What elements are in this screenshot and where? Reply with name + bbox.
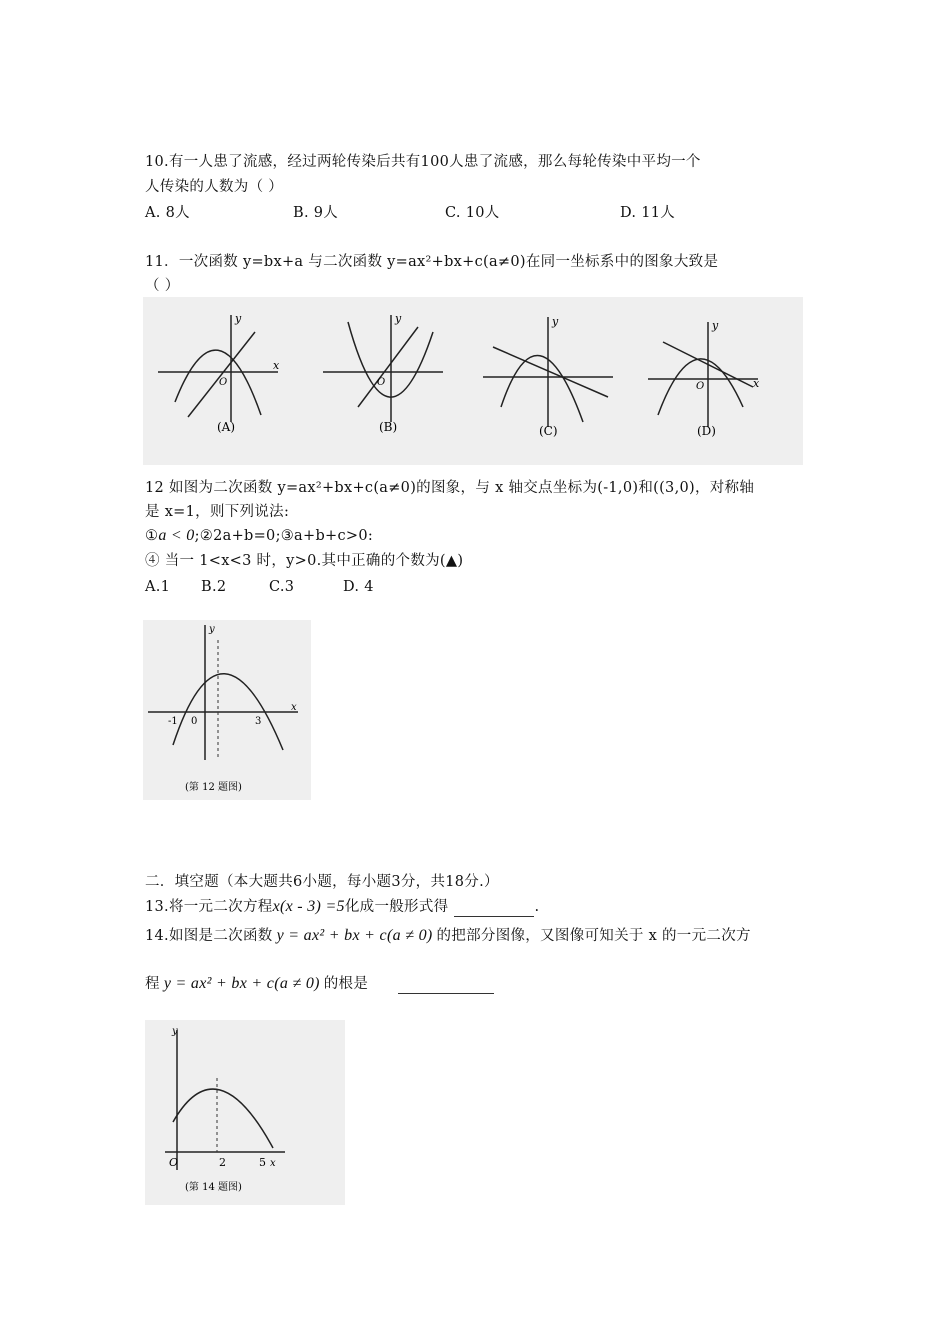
graph-b	[323, 315, 443, 422]
q12-option-a: A.1	[145, 579, 171, 595]
q12-item1-marker: ①	[145, 528, 159, 544]
graph-b-label: (B)	[379, 420, 398, 434]
q14-fig-x-label: x	[270, 1158, 276, 1169]
q12-fig-caption: (第 12 题图)	[185, 782, 242, 793]
graph-d-label: (D)	[697, 424, 716, 438]
graph-a-y-label: y	[235, 312, 242, 325]
q12-figure	[143, 620, 311, 800]
q14-fig-tick-2: 2	[219, 1156, 226, 1169]
q10-option-a: A. 8人	[145, 205, 190, 221]
q12-line3	[145, 526, 373, 546]
q12-item1-math: a < 0	[158, 527, 195, 544]
graph-d	[648, 322, 758, 427]
graph-a-origin: O	[219, 377, 228, 388]
q12-fig-tick-3: 3	[255, 716, 262, 727]
q13-equation: x(x - 3) =5	[272, 898, 345, 915]
q12-line4: ④ 当一 1<x<3 时，y>0.其中正确的个数为(▲)	[145, 553, 464, 569]
q14-fig-tick-5: 5	[259, 1156, 266, 1169]
q12-fig-tick-neg1: -1	[168, 716, 178, 727]
q12-fig-x-label: x	[291, 702, 297, 713]
q14-fig-caption: (第 14 题图)	[185, 1182, 242, 1193]
graph-d-y-label: y	[712, 319, 719, 332]
q10-line2: 人传染的人数为（ ）	[145, 179, 284, 195]
graph-d-x-label: x	[753, 377, 760, 390]
graph-a	[158, 315, 278, 422]
q12-line1: 12 如图为二次函数 y=ax²+bx+c(a≠0)的图象，与 x 轴交点坐标为(-1,0)和((3,0)，对称轴	[145, 480, 755, 496]
q13-suffix: 化成一般形式得	[344, 899, 449, 915]
q11-figure-strip	[143, 297, 803, 465]
q14-suffix: 的把部分图像，又图像可知关于 x 的一元二次方	[436, 928, 751, 944]
q14-line2-prefix: 程	[145, 976, 160, 992]
q10-option-c: C. 10人	[445, 205, 500, 221]
q14-answer-blank[interactable]	[398, 993, 494, 994]
q12-option-c: C.3	[269, 579, 295, 595]
q10-option-b: B. 9人	[293, 205, 339, 221]
q12-line2: 是 x=1，则下列说法:	[145, 504, 290, 520]
q12-option-d: D. 4	[343, 579, 374, 595]
q10-option-d: D. 11人	[620, 205, 676, 221]
q13-prefix: 13.将一元二次方程	[145, 899, 273, 915]
q14-line2	[145, 974, 494, 994]
q12-fig-tick-0: 0	[191, 716, 198, 727]
q14-figure	[145, 1020, 345, 1205]
graph-b-origin: O	[377, 377, 386, 388]
q14-line2-suffix: 的根是	[323, 976, 369, 992]
q13-end: .	[534, 899, 540, 915]
section2-title: 二．填空题（本大题共6小题，每小题3分，共18分.）	[145, 874, 499, 890]
graph-d-origin: O	[696, 381, 705, 392]
q14-fig-y-label: y	[172, 1026, 178, 1037]
graph-c-y-label: y	[552, 315, 559, 328]
q14-prefix: 14.如图是二次函数	[145, 928, 273, 944]
q12-options	[145, 577, 445, 597]
q10-line1: 10.有一人患了流感，经过两轮传染后共有100人患了流感，那么每轮传染中平均一个	[145, 154, 701, 170]
q14-equation: y = ax² + bx + c(a ≠ 0)	[276, 927, 433, 944]
q12-fig-y-label: y	[209, 624, 215, 635]
q11-line2: （ ）	[145, 278, 180, 294]
graph-a-label: (A)	[217, 420, 236, 434]
graph-c-label: (C)	[539, 424, 558, 438]
q14-line1	[145, 926, 751, 946]
q12-items-rest: ;②2a+b=0;③a+b+c>0:	[194, 528, 374, 544]
q12-option-b: B.2	[201, 579, 227, 595]
q14-fig-tick-o: O	[169, 1156, 179, 1169]
q10-options	[145, 203, 805, 223]
q11-line1: 11．一次函数 y=bx+a 与二次函数 y=ax²+bx+c(a≠0)在同一坐标系中的图象大致是	[145, 254, 719, 270]
q14-line2-equation: y = ax² + bx + c(a ≠ 0)	[163, 975, 320, 992]
graph-a-x-label: x	[273, 359, 280, 372]
q13-answer-blank[interactable]	[454, 916, 534, 917]
graph-b-y-label: y	[395, 312, 402, 325]
graph-c	[483, 317, 613, 427]
q13-line	[145, 897, 539, 917]
